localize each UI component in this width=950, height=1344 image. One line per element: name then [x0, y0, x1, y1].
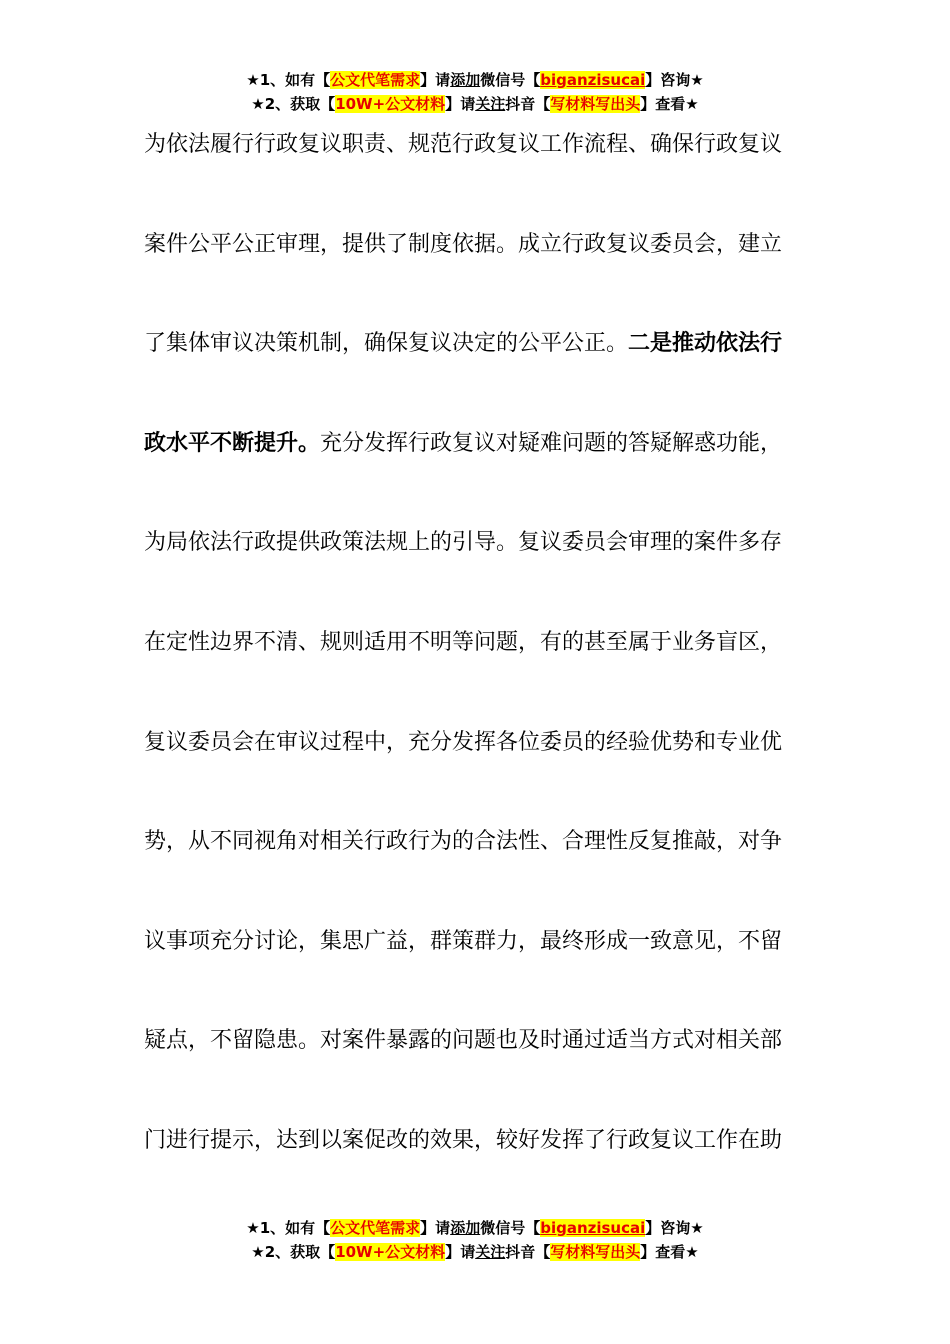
banner-line-2 [0, 1240, 950, 1264]
body-line: 复议委员会在审议过程中，充分发挥各位委员的经验优势和专业优 [144, 729, 783, 755]
body-line: 案件公平公正审理，提供了制度依据。成立行政复议委员会，建立 [144, 231, 783, 257]
banner-underlined: 添加 [450, 71, 481, 89]
bold-heading: 二是推动依法行 [628, 331, 783, 357]
banner-text: 微信号【 [480, 1219, 541, 1237]
body-text: 了集体审议决策机制，确保复议决定的公平公正。 [144, 331, 629, 357]
banner-text: ★1、如有【 [246, 1219, 331, 1237]
body-text: 充分发挥行政复议对疑难问题的答疑解惑功能， [320, 430, 783, 456]
highlight-materials: 10W+公文材料 [335, 95, 446, 113]
banner-line-2 [0, 92, 950, 116]
banner-underlined: 添加 [450, 1219, 481, 1237]
body-line: 在定性边界不清、规则适用不明等问题，有的甚至属于业务盲区， [144, 629, 783, 655]
banner-text: 】请 [445, 1243, 476, 1261]
banner-text: 】咨询★ [645, 71, 704, 89]
highlight-service: 公文代笔需求 [330, 1219, 421, 1237]
body-line: 为局依法行政提供政策法规上的引导。复议委员会审理的案件多存 [144, 530, 783, 556]
body-line: 门进行提示，达到以案促改的效果，较好发挥了行政复议工作在助 [144, 1127, 783, 1153]
banner-text: 】请 [420, 71, 451, 89]
body-line: 议事项充分讨论，集思广益，群策群力，最终形成一致意见，不留 [144, 928, 783, 954]
body-line: 疑点，不留隐患。对案件暴露的问题也及时通过适当方式对相关部 [144, 1028, 783, 1054]
banner-text: ★2、获取【 [251, 95, 336, 113]
banner-text: 微信号【 [480, 71, 541, 89]
banner-text: 抖音【 [505, 1243, 551, 1261]
wechat-id-link[interactable]: biganzisucai [540, 1219, 646, 1237]
banner-underlined: 关注 [475, 1243, 506, 1261]
document-body [144, 120, 808, 1216]
body-line [144, 419, 808, 519]
header-banner [0, 68, 950, 116]
banner-text: 抖音【 [505, 95, 551, 113]
banner-text: 】请 [445, 95, 476, 113]
banner-text: 】请 [420, 1219, 451, 1237]
banner-text: 】查看★ [640, 95, 699, 113]
bold-heading: 政水平不断提升。 [144, 430, 321, 456]
highlight-materials: 10W+公文材料 [335, 1243, 446, 1261]
body-line [144, 319, 808, 419]
banner-text: ★2、获取【 [251, 1243, 336, 1261]
body-line: 为依法履行行政复议职责、规范行政复议工作流程、确保行政复议 [144, 132, 783, 157]
highlight-douyin: 写材料写出头 [550, 1243, 641, 1261]
body-line: 势，从不同视角对相关行政行为的合法性、合理性反复推敲，对争 [144, 829, 783, 855]
banner-text: 】查看★ [640, 1243, 699, 1261]
banner-line-1 [0, 1216, 950, 1240]
banner-text: ★1、如有【 [246, 71, 331, 89]
highlight-douyin: 写材料写出头 [550, 95, 641, 113]
banner-text: 】咨询★ [645, 1219, 704, 1237]
footer-banner [0, 1216, 950, 1264]
banner-line-1 [0, 68, 950, 92]
wechat-id-link[interactable]: biganzisucai [540, 71, 646, 89]
banner-underlined: 关注 [475, 95, 506, 113]
highlight-service: 公文代笔需求 [330, 71, 421, 89]
